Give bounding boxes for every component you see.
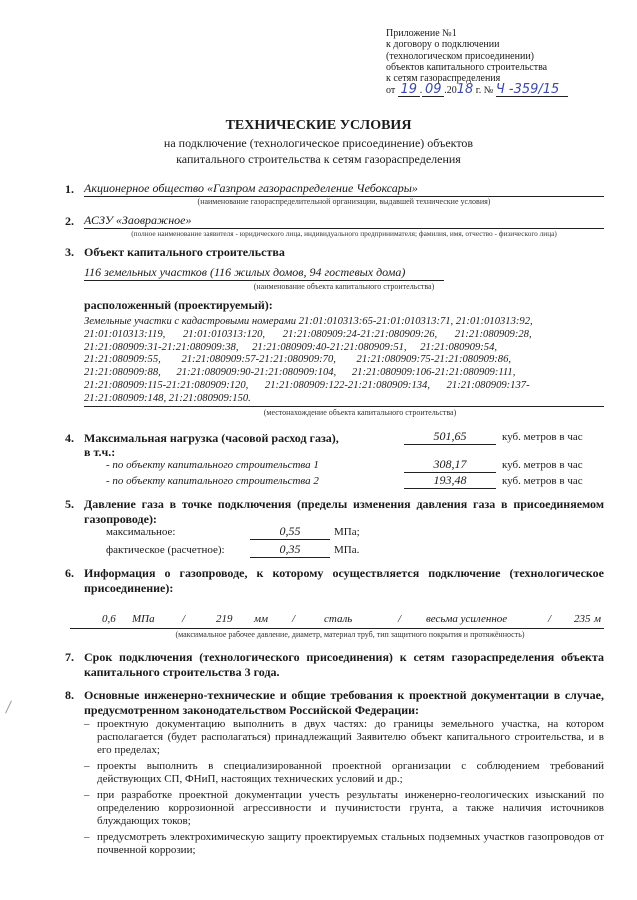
pressure-max-label: максимальное: (106, 526, 176, 538)
requirement-item (84, 831, 604, 857)
load-obj2: 193,48 (404, 473, 496, 489)
requirement-text: проектную документацию выполнить в двух частях: до границы земельного участка, на котором располагается (будет располагаться) принадлежащий Заявителю объект капитального строительства, и в его пределах; (97, 718, 604, 756)
doc-subtitle-2: капитального строительства к сетям газораспределения (176, 152, 461, 166)
pipeline-length: 235 (574, 613, 591, 625)
doc-subtitle-1: на подключение (технологическое присоединение) объектов (163, 136, 474, 150)
pressure-fact-unit: МПа. (334, 544, 360, 556)
location-line: 21:21:080909:31-21:21:080909:38, 21:21:080909:40-21:21:080909:51, 21:21:080909:54, (84, 341, 498, 353)
doc-title: ТЕХНИЧЕСКИЕ УСЛОВИЯ (225, 118, 412, 133)
appendix-line: (технологическом присоединении) (386, 50, 534, 62)
pressure-max-unit: МПа; (334, 526, 360, 538)
load-obj2-label: - по объекту капитального строительства 2 (106, 475, 319, 487)
dash-marker: – (84, 718, 90, 730)
separator: / (548, 613, 552, 625)
pipeline-diameter: 219 (216, 613, 233, 625)
load-total: 501,65 (404, 429, 496, 445)
section-number: 6. (65, 566, 74, 580)
pipeline-coating: весьма усиленное (426, 613, 508, 625)
deadline-line-2: капитального строительства 3 года. (84, 665, 280, 679)
unit-label: куб. метров в час (502, 475, 583, 487)
deadline-line-1: Срок подключения (технологического присоединения) к сетям газораспределения объекта (84, 650, 604, 664)
pipeline-info (70, 613, 604, 629)
unit-label: куб. метров в час (502, 431, 583, 443)
appendix-line: к сетям газораспределения (386, 73, 501, 85)
dash-marker: – (84, 789, 90, 801)
pipeline-diameter-unit: мм (254, 613, 269, 625)
location-line: 21:21:080909:55, 21:21:080909:57-21:21:080909:70, 21:21:080909:75-21:21:080909:86, (84, 354, 512, 366)
dash-marker: – (84, 831, 90, 843)
contract-year: 18 (456, 82, 474, 98)
separator: / (292, 613, 296, 625)
pipeline-pressure-unit: МПа (132, 613, 155, 625)
load-obj1-label: - по объекту капитального строительства 1 (106, 459, 319, 471)
location-line: 21:01:010313:119, 21:01:010313:120, 21:21:080909:24-21:21:080909:26, 21:21:080909:28, (84, 328, 532, 340)
requirement-item (84, 718, 604, 757)
section-number: 4. (65, 431, 74, 445)
applicant-note: (полное наименование заявителя - юридического лица, индивидуального предпринимателя; фамилия, имя, отчество - физического лица) (131, 229, 557, 238)
location-block (84, 316, 604, 407)
pipeline-heading-1: Информация о газопроводе, к которому осуществляется подключение (технологическое (84, 566, 604, 580)
section-number: 3. (65, 245, 74, 259)
requirement-text: предусмотреть электрохимическую защиту проектируемых стальных подземных участков газопроводов от почвенной коррозии; (97, 831, 604, 856)
pipeline-length-unit: м (594, 613, 602, 625)
location-note: (местонахождение объекта капитального строительства) (263, 408, 457, 417)
contract-number: Ч -359/15 (496, 84, 568, 96)
gas-org-note: (наименование газораспределительной организации, выдавшей технические условия) (197, 197, 491, 206)
load-heading: Максимальная нагрузка (часовой расход газа), (84, 431, 339, 445)
incl-label: в т.ч.: (84, 445, 116, 459)
requirement-item (84, 760, 604, 786)
location-line: 21:21:080909:88, 21:21:080909:90-21:21:080909:104, 21:21:080909:106-21:21:080909:111, (84, 367, 516, 379)
requirement-text: проекты выполнить в специализированной проектной организации с соблюдением требований действующих СП, ФНиП, настоящих технических условий и др.; (97, 760, 604, 785)
section-number: 2. (65, 214, 74, 228)
appendix-line: к договору о подключении (386, 39, 500, 51)
section-number: 7. (65, 650, 74, 664)
requirement-item (84, 789, 604, 828)
location-line: 21:21:080909:115-21:21:080909:120, 21:21:080909:122-21:21:080909:134, 21:21:080909:137- (84, 379, 530, 391)
located-label: расположенный (проектируемый): (84, 298, 273, 312)
appendix-block (386, 28, 568, 97)
unit-label: куб. метров в час (502, 459, 583, 471)
contract-day: 19 (398, 84, 420, 96)
object-note: (наименование объекта капитального строительства) (253, 282, 435, 291)
separator: / (398, 613, 402, 625)
requirements-heading-2: предусмотренном законодательством Российской Федерации: (84, 703, 420, 717)
pipeline-note: (максимальное рабочее давление, диаметр, материал труб, тип защитного покрытия и протяжённость) (175, 630, 525, 639)
section-number: 8. (65, 688, 74, 702)
pressure-max: 0,55 (250, 524, 330, 540)
object-heading: Объект капитального строительства (84, 245, 285, 259)
scan-mark (5, 700, 12, 713)
pressure-fact: 0,35 (250, 542, 330, 558)
pressure-heading-1: Давление газа в точке подключения (пределы изменения давления газа в присоединяемом (84, 497, 604, 511)
object-name: 116 земельных участков (116 жилых домов, 94 гостевых дома) (84, 265, 444, 281)
section-number: 5. (65, 497, 74, 511)
section-number: 1. (65, 182, 74, 196)
applicant-name: АСЗУ «Заовражное» (84, 213, 604, 229)
load-obj1: 308,17 (404, 457, 496, 473)
pipeline-heading-2: присоединение): (84, 581, 174, 595)
separator: / (182, 613, 186, 625)
dash-marker: – (84, 760, 90, 772)
requirement-text: при разработке проектной документации учесть результаты инженерно-геологических изысканий по определению коррозионной агрессивности и пучинистости грунта, а также наличия источников блуждающих токов; (97, 789, 604, 827)
contract-month: 09 (422, 84, 444, 96)
appendix-date-line: от 19 . 09 .2018 г. № Ч -359/15 (386, 84, 568, 96)
appendix-line: Приложение №1 (386, 28, 457, 39)
location-line: 21:21:080909:148, 21:21:080909:150. (84, 393, 604, 407)
pressure-fact-label: фактическое (расчетное): (106, 544, 225, 556)
requirements-heading-1: Основные инженерно-технические и общие требования к проектной документации в случае, (84, 688, 604, 702)
appendix-line: объектов капитального строительства (386, 61, 548, 73)
pipeline-material: сталь (324, 613, 353, 625)
pressure-heading-2: газопроводе): (84, 512, 157, 526)
pipeline-pressure: 0,6 (102, 613, 116, 625)
gas-org-name: Акционерное общество «Газпром газораспределение Чебоксары» (84, 181, 604, 197)
location-line: Земельные участки с кадастровыми номерами 21:01:010313:65-21:01:010313:71, 21:01:010313:92, (84, 316, 533, 327)
